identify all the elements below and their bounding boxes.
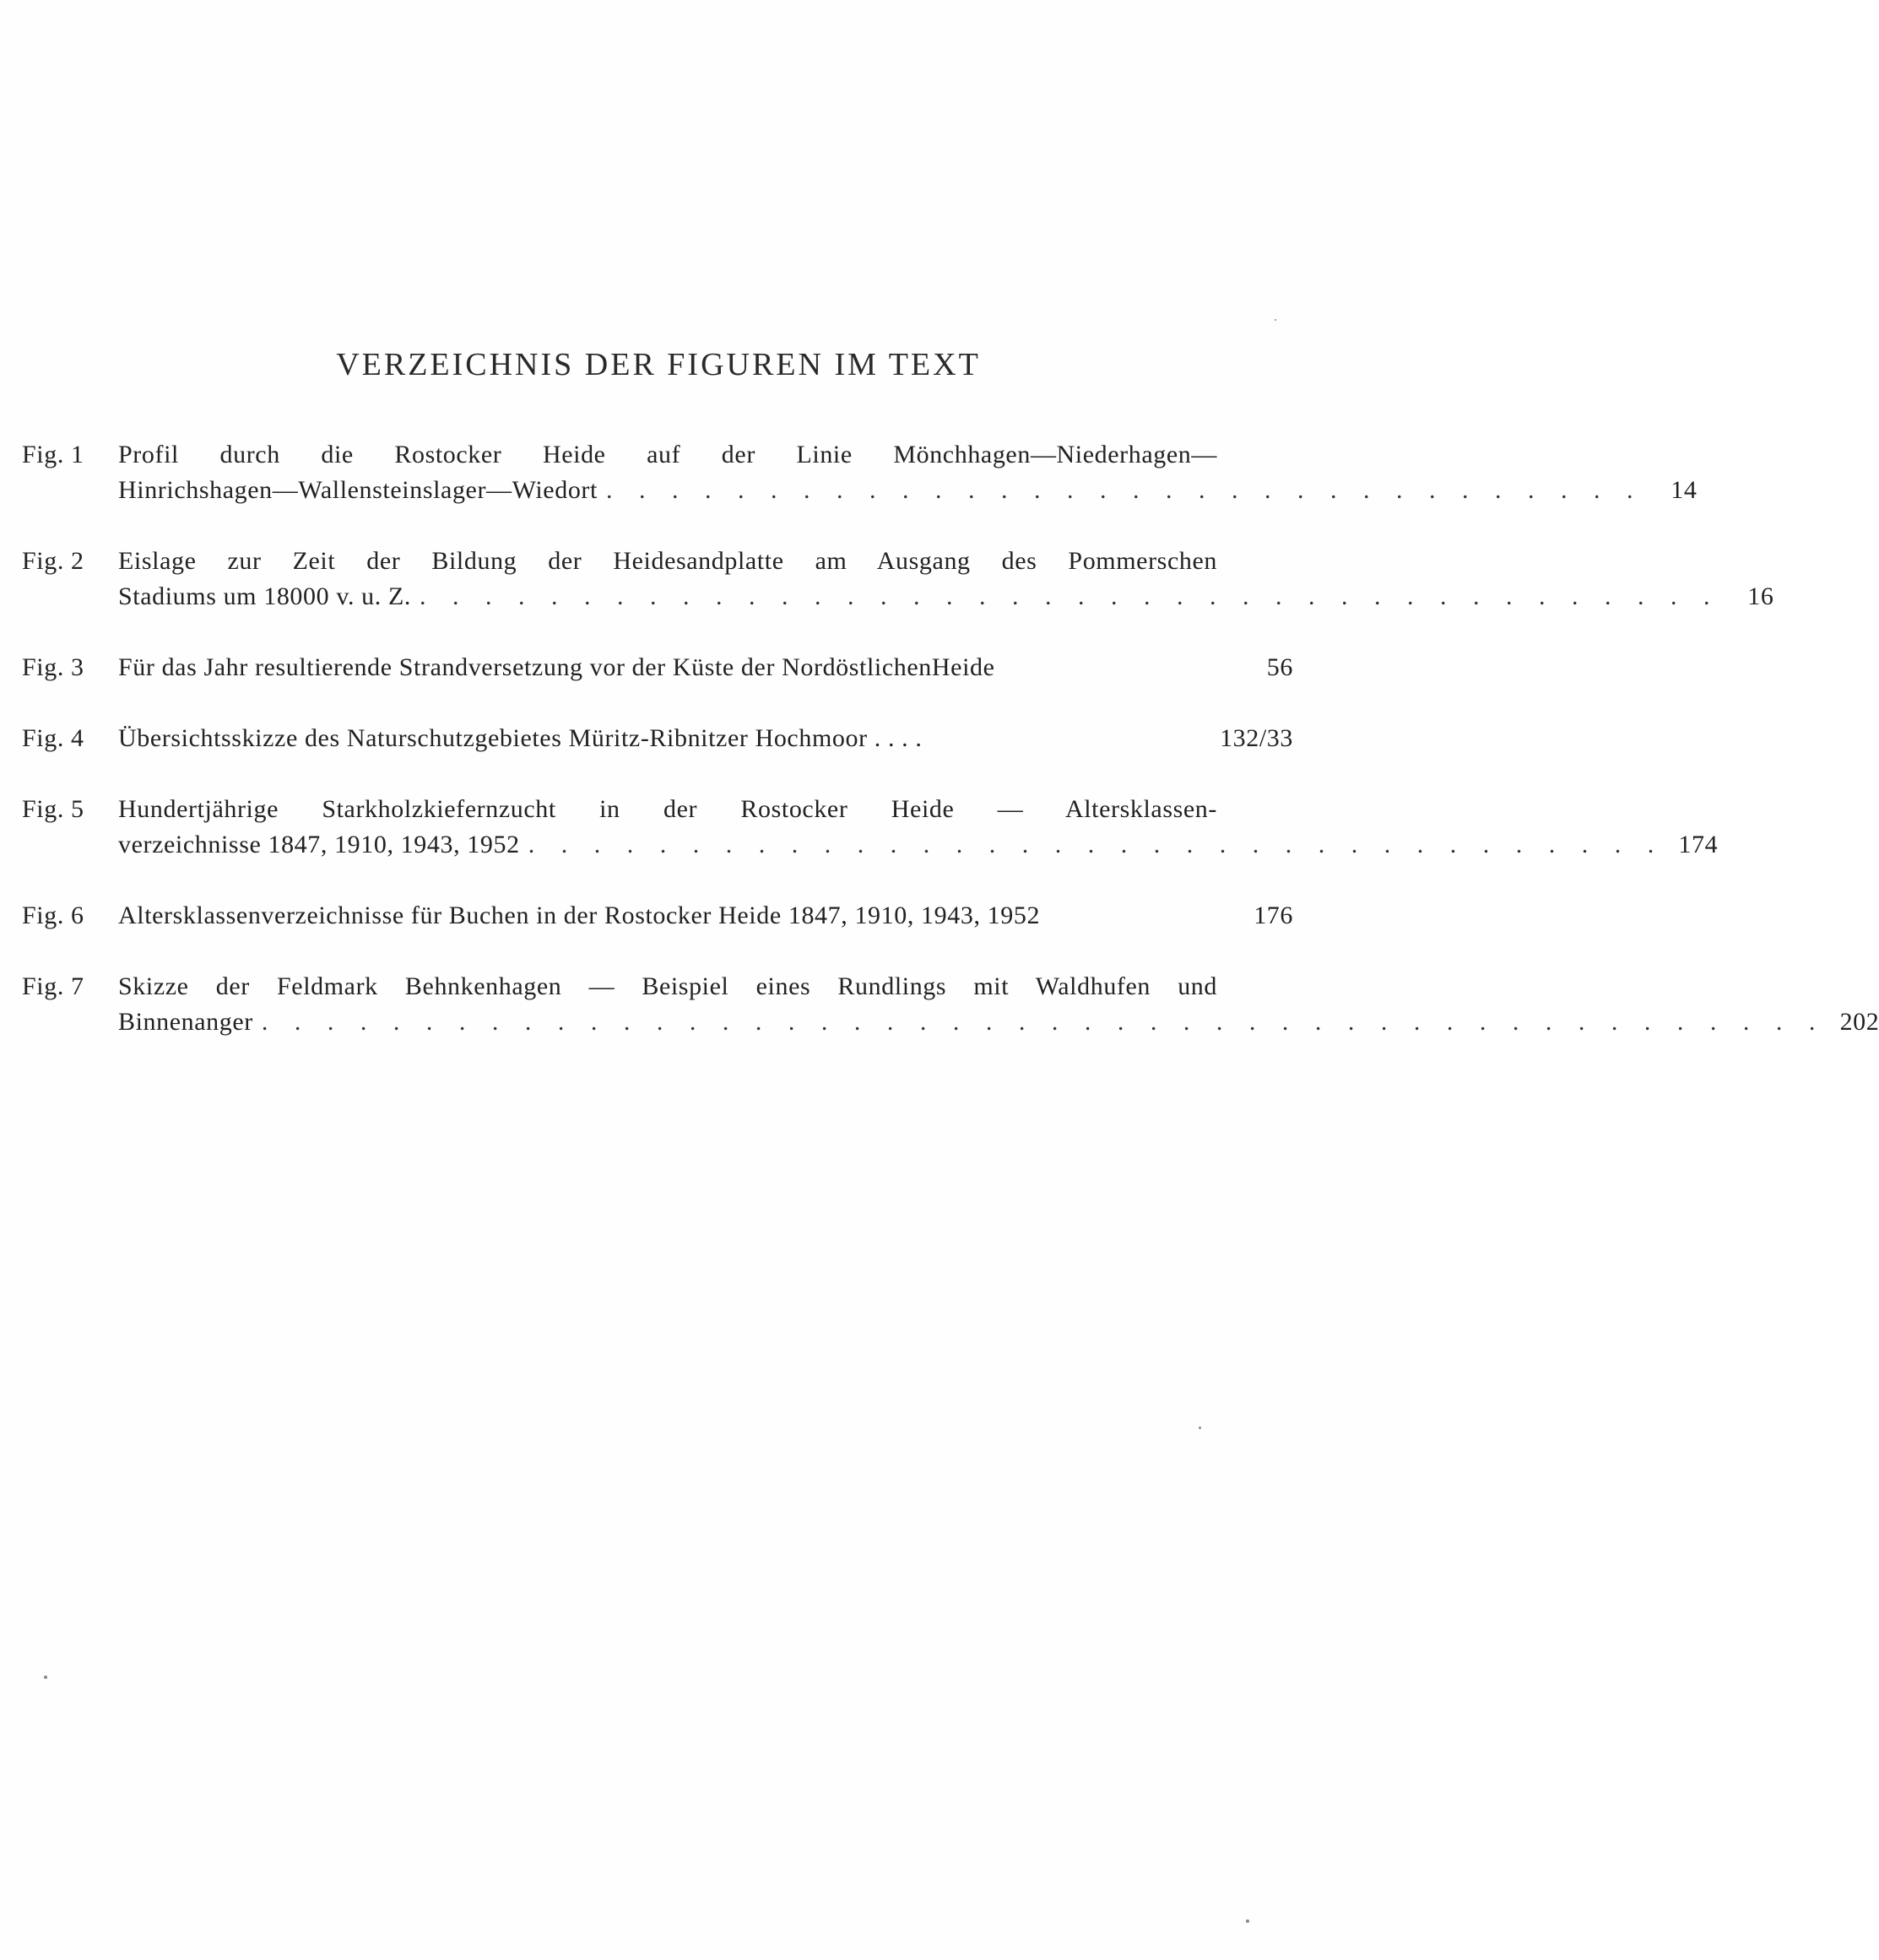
caption-line: Hinrichshagen—Wallensteinslager—Wiedort bbox=[118, 476, 598, 504]
caption-last-line bbox=[118, 473, 1698, 508]
figure-number: Fig. 7 bbox=[22, 972, 84, 1000]
figure-caption bbox=[118, 437, 1698, 508]
figure-entry bbox=[22, 898, 1293, 934]
figure-number: Fig. 2 bbox=[22, 547, 84, 575]
caption-line: Skizze der Feldmark Behnkenhagen — Beispiel eines Rundlings mit Waldhufen und bbox=[118, 972, 1217, 1000]
page-number: 176 bbox=[1254, 901, 1293, 929]
figure-number: Fig. 6 bbox=[22, 901, 84, 929]
figure-caption bbox=[118, 969, 1879, 1040]
page-number: 16 bbox=[1747, 582, 1774, 610]
caption-line: Übersichtsskizze des Naturschutzgebietes Müritz-Ribnitzer Hochmoor . . . . bbox=[118, 724, 923, 752]
caption-line: Eislage zur Zeit der Bildung der Heidesandplatte am Ausgang des Pommerschen bbox=[118, 547, 1217, 575]
dot-leader: . . . . . . . . . . . . . . . . . . . . . . . . . . . . . . . . . . . . . . . . . . . . . . . . bbox=[261, 1008, 1826, 1036]
paper-speck bbox=[44, 1676, 47, 1679]
caption-line: Hundertjährige Starkholzkiefernzucht in der Rostocker Heide — Altersklassen- bbox=[118, 795, 1217, 823]
page-number: 202 bbox=[1839, 1008, 1879, 1036]
figure-caption bbox=[118, 721, 1293, 756]
caption-line: verzeichnisse 1847, 1910, 1943, 1952 bbox=[118, 831, 520, 858]
figure-entry bbox=[22, 437, 1698, 508]
page-number: 56 bbox=[1266, 653, 1293, 681]
figure-number: Fig. 5 bbox=[22, 795, 84, 823]
caption-line: Für das Jahr resultierende Strandversetzung vor der Küste der NordöstlichenHeide bbox=[118, 653, 995, 681]
figure-entry bbox=[22, 544, 1774, 615]
page-number: 14 bbox=[1671, 476, 1698, 504]
figure-number: Fig. 1 bbox=[22, 441, 84, 468]
figure-list bbox=[22, 437, 1879, 1075]
figure-entry bbox=[22, 650, 1293, 685]
figure-caption bbox=[118, 650, 1293, 685]
paper-speck bbox=[1275, 319, 1276, 321]
figure-caption bbox=[118, 792, 1719, 863]
figure-caption bbox=[118, 898, 1293, 934]
caption-last-line bbox=[118, 1004, 1879, 1040]
figure-entry bbox=[22, 721, 1293, 756]
dot-leader: . . . . . . . . . . . . . . . . . . . . . . . . . . . . . . . . bbox=[605, 476, 1643, 504]
figure-entry bbox=[22, 969, 1879, 1040]
page-number: 174 bbox=[1678, 831, 1719, 858]
dot-leader: . . . . . . . . . . . . . . . . . . . . . . . . . . . . . . . . . . . bbox=[528, 831, 1665, 858]
caption-line: Altersklassenverzeichnisse für Buchen in der Rostocker Heide 1847, 1910, 1943, 1952 bbox=[118, 901, 1041, 929]
figure-number: Fig. 3 bbox=[22, 653, 84, 681]
caption-last-line bbox=[118, 827, 1719, 863]
caption-last-line bbox=[118, 579, 1774, 615]
caption-line: Stadiums um 18000 v. u. Z. bbox=[118, 582, 411, 610]
dot-leader: . . . . . . . . . . . . . . . . . . . . . . . . . . . . . . . . . . . . . . . . bbox=[420, 582, 1720, 610]
caption-line: Profil durch die Rostocker Heide auf der Linie Mönchhagen—Niederhagen— bbox=[118, 441, 1217, 468]
page-number: 132/33 bbox=[1220, 724, 1293, 752]
caption-line: Binnenanger bbox=[118, 1008, 253, 1036]
figure-caption bbox=[118, 544, 1774, 615]
figure-number: Fig. 4 bbox=[22, 724, 84, 752]
paper-speck bbox=[1199, 1427, 1201, 1429]
page-title: VERZEICHNIS DER FIGUREN IM TEXT bbox=[336, 347, 981, 382]
paper-speck bbox=[1246, 1919, 1249, 1923]
figure-entry bbox=[22, 792, 1719, 863]
